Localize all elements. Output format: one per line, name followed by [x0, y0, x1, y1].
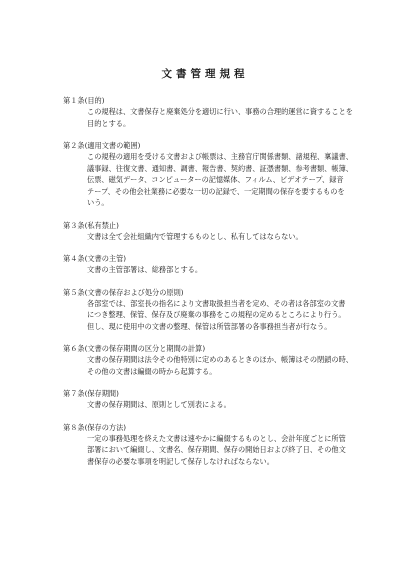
- article-spacer: [63, 276, 368, 288]
- article-heading: 第５条(文書の保存および処分の原則): [63, 287, 184, 297]
- article-section: [63, 389, 368, 411]
- article-text-line: 文書は全て会社組織内で管理するものとし、私有してはならない。: [87, 231, 303, 241]
- article-text-line: 部署において編綴し、文書名、保存期間、保存の開始日および終了日、その他文: [87, 445, 346, 454]
- article-heading: 第７条(保存期間): [63, 389, 119, 398]
- article-body: [87, 354, 368, 377]
- article-section: [63, 423, 368, 468]
- article-heading: 第１条(目的): [63, 96, 105, 105]
- document-title: 文書管理規程: [161, 68, 249, 80]
- article-body: [87, 106, 368, 129]
- article-section: [63, 141, 368, 209]
- article-body: [87, 399, 368, 411]
- article-text-line: 目的とする。: [87, 118, 131, 128]
- article-spacer: [63, 332, 368, 344]
- article-text-line: その他の文書は編綴の時から起算する。: [87, 366, 217, 376]
- article-section: [63, 96, 368, 129]
- article-text-line: 一定の事務処理を終えた文書は速やかに編綴するものとし、会計年度ごとに所管: [87, 433, 346, 443]
- article-heading: 第３条(私有禁止): [63, 220, 119, 230]
- article-body: [87, 298, 368, 333]
- article-spacer: [63, 411, 368, 423]
- article-text-line: 伝票、磁気データ、コンピューターの記憶媒体、フィルム、ビデオテープ、録音: [87, 175, 344, 184]
- article-spacer: [63, 209, 368, 221]
- article-text-line: 各部室では、部室長の指名により文書取扱担当者を定め、その者は各部室の文書: [87, 298, 346, 308]
- article-heading: 第４条(文書の主管): [63, 254, 127, 263]
- article-spacer: [63, 242, 368, 254]
- article-section: [63, 344, 368, 377]
- article-spacer: [63, 377, 368, 389]
- article-text-line: この規程の適用を受ける文書および帳票は、主務官庁関係書類、諸規程、稟議書、: [87, 152, 353, 161]
- article-text-line: 議事録、往復文書、通知書、調書、報告書、契約書、証憑書類、参考書類、帳簿、: [87, 163, 353, 173]
- article-body: [87, 231, 368, 243]
- article-heading: 第６条(文書の保存期間の区分と期間の計算): [63, 344, 206, 353]
- article-text-line: 文書の主管部署は、総務部とする。: [87, 265, 203, 274]
- article-text-line: 但し、現に使用中の文書の整理、保管は所管部署の各事務担当者が行なう。: [87, 321, 332, 331]
- article-text-line: この規程は、文書保存と廃棄処分を適切に行い、事務の合理的運営に資することを: [87, 107, 353, 116]
- article-list: [63, 96, 368, 467]
- article-section: [63, 254, 368, 276]
- article-body: [87, 151, 368, 209]
- article-text-line: テープ、その他会社業務に必要な一切の記録で、一定期間の保存を要するものを: [87, 186, 345, 196]
- article-text-line: 文書の保存期間は、原則として別表による。: [87, 400, 231, 409]
- article-section: [63, 221, 368, 243]
- article-body: [87, 433, 368, 468]
- article-text-line: いう。: [87, 198, 109, 207]
- article-text-line: 書保存の必要な事項を明記して保存しなければならない。: [87, 456, 274, 466]
- article-text-line: につき整理、保管、保存及び廃棄の事務をこの規程の定めるところにより行う。: [87, 310, 346, 319]
- article-body: [87, 264, 368, 276]
- article-text-line: 文書の保存期間は法令その他特別に定めのあるときのほか、帳簿はその閉鎖の時、: [87, 355, 353, 364]
- article-heading: 第８条(保存の方法): [63, 422, 127, 432]
- article-section: [63, 288, 368, 333]
- article-heading: 第２条(適用文書の範囲): [63, 141, 141, 150]
- article-spacer: [63, 129, 368, 141]
